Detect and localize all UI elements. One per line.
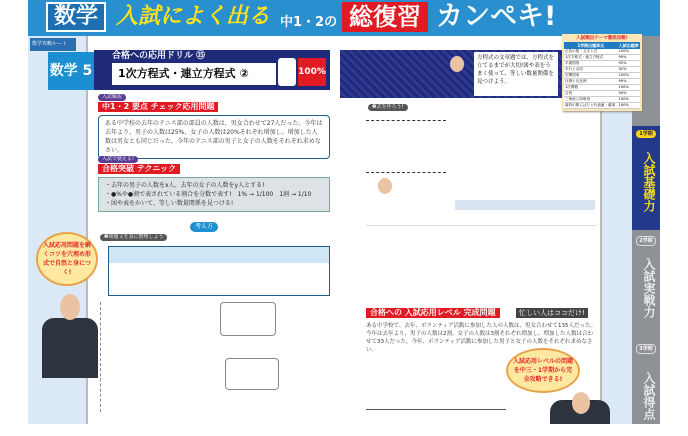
section-tag: 入試で使える!: [98, 156, 138, 163]
section-label: 合格への 入試応用レベル 完成問題: [366, 308, 500, 318]
tab-badge: 3学期: [636, 344, 656, 354]
col-header: 1学期出題単元: [564, 42, 618, 49]
table-row: 1次方程式・連立方程式 99%: [564, 55, 640, 61]
headline-tail: カンペキ!: [436, 1, 557, 32]
table-row: 三角形と四角形 100%: [564, 97, 640, 103]
table-row: 空間図形 100%: [564, 73, 640, 79]
step-label: ❸式を作ろう!: [368, 104, 408, 111]
tip: ・図や表をかいて、等しい数量関係を見つける!: [105, 200, 234, 207]
howto-badge: 考え方: [190, 222, 218, 232]
answer-strip: [455, 200, 595, 210]
trend-title: 入試頻出テーマ徹底攻略!: [576, 36, 628, 41]
tab-nyushi-jissen[interactable]: 入試実戦力: [642, 258, 656, 318]
teacher-speech-bubble: 入試応用問題を解くコツを穴埋め形式で自然と身につく!: [36, 232, 98, 286]
tip: ・●%や●割で表されている割合を分数で表す! 1% → 1/100 1割 → 1/10: [105, 191, 312, 198]
tab-nyushi-tokuten[interactable]: 入試得点: [642, 372, 656, 420]
teacher-head: [572, 392, 590, 414]
line-diagram: [366, 120, 446, 160]
check-box: [278, 58, 296, 86]
problem-box: ある中学校の去年のテニス部の部員の人数は、男女合わせて27人だった。今年は去年より、男子の人数は25%、女子の人数は20%それぞれ増加し、増加した人数は男女とも同じだった。今年のテニス部の男子と女子の人数をそれぞれ求めなさい。: [98, 115, 330, 159]
problem-text: ある中学校で、去年、ボランティア活動に参加した人の人数は、男女合わせて135人だった。今年は去年より、男子の人数は2割、女子の人数は3割それぞれ増加し、増加した人数は合わせて33人だった。今年、ボランティア活動に参加した男子と女子の人数をそれぞれ求めなさい。: [366, 323, 596, 353]
hint-note: [220, 302, 276, 336]
answer-line: [366, 398, 506, 410]
trend-table-card: [562, 34, 642, 111]
table-row: 平行と合同 92%: [564, 67, 640, 73]
headline-highlight: 総復習: [342, 2, 428, 32]
character-speech: 方程式の文章題では、方程式を立てるまでが大切!図や表をうまく使って、等しい数量関係を見つけよう。: [474, 52, 558, 96]
tab-badge: 2学期: [636, 236, 656, 246]
table-row: 平面図形 92%: [564, 61, 640, 67]
section-label: 合格突破 テクニック: [98, 164, 180, 174]
headline: 入試によく出る: [116, 4, 271, 29]
character-head: [450, 56, 464, 72]
teacher-photo: [42, 318, 98, 378]
table-row: 比例と反比例 99%: [564, 79, 640, 85]
student-figure: [378, 178, 392, 194]
teacher-head: [60, 294, 80, 320]
tips-box: [98, 177, 330, 212]
section-sub: 忙しい人はココだけ!: [516, 308, 588, 318]
unit-badge: 数学 5: [48, 52, 94, 90]
drill-label: 合格への応用ドリル ⑮: [112, 51, 206, 61]
percent-badge: 100%: [298, 58, 326, 86]
tab-badge: 1学期: [636, 130, 656, 138]
subject-badge: 数学: [46, 2, 106, 32]
step-label: ❶問題文を表に整理しよう: [100, 234, 167, 241]
page-title: 1次方程式・連立方程式 ②: [112, 63, 276, 85]
teacher-speech-bubble: 入試応用レベルの問題を中三・1学期から完全攻略できる!: [506, 348, 580, 393]
table-row: 正負の数・文字と式 100%: [564, 49, 640, 55]
table-row: 合同 94%: [564, 91, 640, 97]
col-header: 入試出題率: [618, 43, 639, 48]
table-row: 1次関数 100%: [564, 85, 640, 91]
headline-grade: 中1・2の: [280, 15, 338, 30]
equation-work: [100, 302, 200, 412]
tip: ・去年の男子の人数をx人、去年の女子の人数をy人とする!: [105, 182, 265, 189]
section-tag: 入試解説: [98, 94, 126, 101]
solution-text: [366, 225, 596, 303]
nav-route: 数学攻略ルート: [30, 38, 76, 51]
section-label: 中1・2 要点 チェック応用問題: [98, 102, 218, 112]
table-figure: [108, 246, 330, 296]
table-row: 資料の散らばりと代表値・確率 100%: [564, 103, 640, 109]
hint-note: [225, 358, 279, 390]
tab-nyushi-kiso[interactable]: 入試基礎力: [642, 152, 656, 212]
